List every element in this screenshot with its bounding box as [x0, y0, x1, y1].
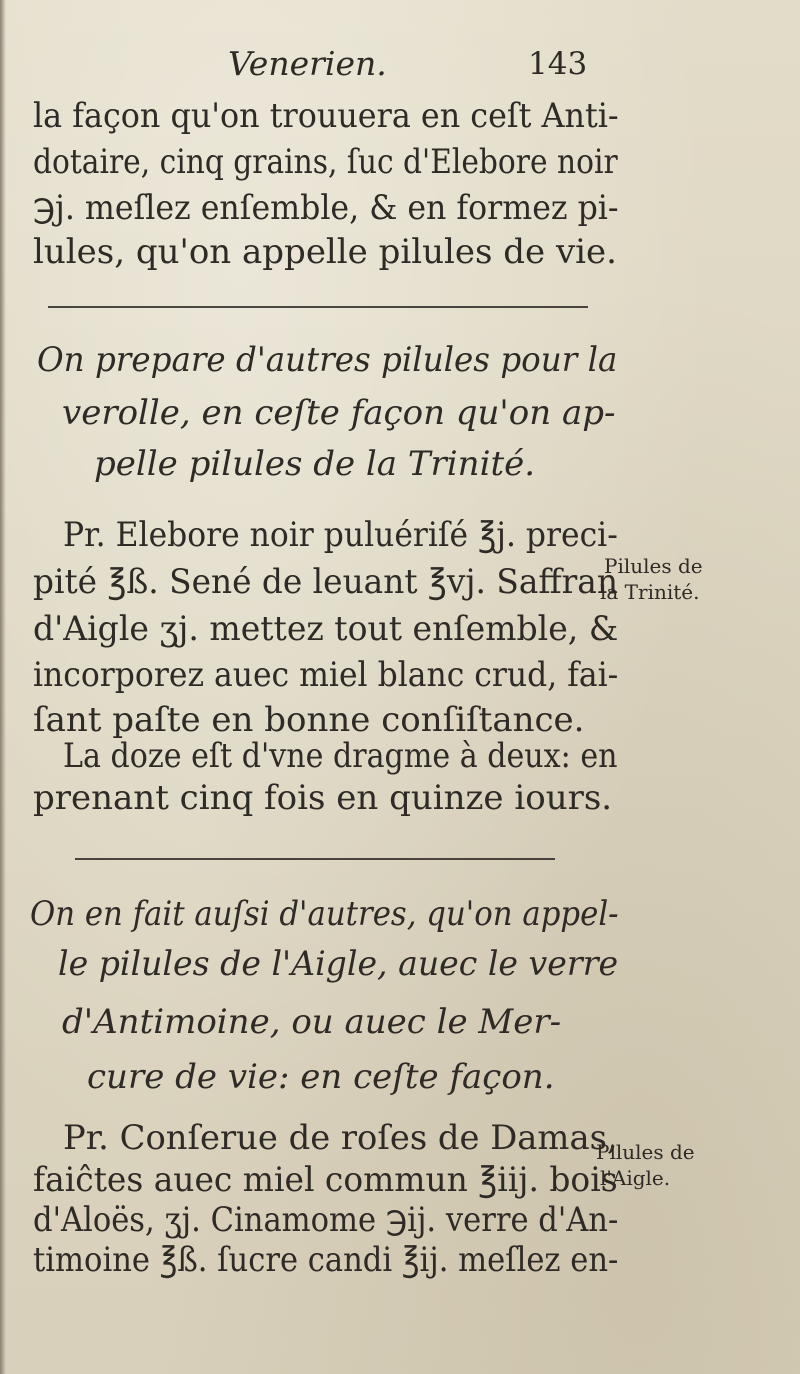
heading-line: pelle pilules de la Trinité. — [94, 444, 536, 484]
heading-line: verolle, en ceſte façon qu'on ap- — [62, 393, 616, 433]
page-edge-shadow — [0, 0, 6, 1374]
section-divider — [75, 858, 555, 860]
margin-note-line: la Trinité. — [600, 580, 700, 604]
running-title: Venerien. — [228, 44, 387, 83]
margin-note-line: Pilules de — [604, 554, 703, 578]
text-line: d'Aloës, ʒj. Cinamome ℈ij. verre d'An- — [33, 1200, 619, 1240]
text-line: timoine ℥ß. ſucre candi ℥ij. meſlez en- — [33, 1240, 619, 1280]
page-number: 143 — [528, 46, 588, 82]
text-line: ℈j. meſlez enſemble, & en formez pi- — [33, 188, 619, 228]
text-line: Pr. Conſerue de roſes de Damas, — [63, 1118, 618, 1158]
margin-note-line: l'Aigle. — [600, 1166, 671, 1190]
text-line: faiĉtes auec miel commun ℥iij. bois — [33, 1160, 618, 1200]
page-header — [0, 44, 800, 94]
text-line: lules, qu'on appelle pilules de vie. — [33, 232, 617, 272]
margin-note-line: Pilules de — [596, 1140, 695, 1164]
heading-line: cure de vie: en ceſte façon. — [87, 1057, 555, 1097]
text-line: incorporez auec miel blanc crud, fai- — [33, 655, 619, 695]
text-line: pité ℥ß. Sené de leuant ℥vj. Saffran — [33, 562, 618, 602]
text-line: La doze eſt d'vne dragme à deux: en — [63, 736, 618, 776]
text-line: Pr. Elebore noir puluériſé ℥j. preci- — [63, 515, 618, 555]
heading-line: On prepare d'autres pilules pour la — [37, 340, 618, 380]
text-line: la façon qu'on trouuera en ceſt Anti- — [33, 96, 619, 136]
text-line: d'Aigle ʒj. mettez tout enſemble, & — [33, 609, 619, 649]
section-divider — [48, 306, 588, 308]
heading-line: d'Antimoine, ou auec le Mer- — [62, 1002, 562, 1042]
text-line: ſant paſte en bonne conſiſtance. — [33, 700, 585, 740]
text-line: prenant cinq fois en quinze iours. — [33, 778, 613, 818]
heading-line: le pilules de l'Aigle, auec le verre — [58, 944, 619, 984]
heading-line: On en fait auſsi d'autres, qu'on appel- — [30, 894, 619, 934]
text-line: dotaire, cinq grains, ſuc d'Elebore noir — [33, 142, 618, 182]
